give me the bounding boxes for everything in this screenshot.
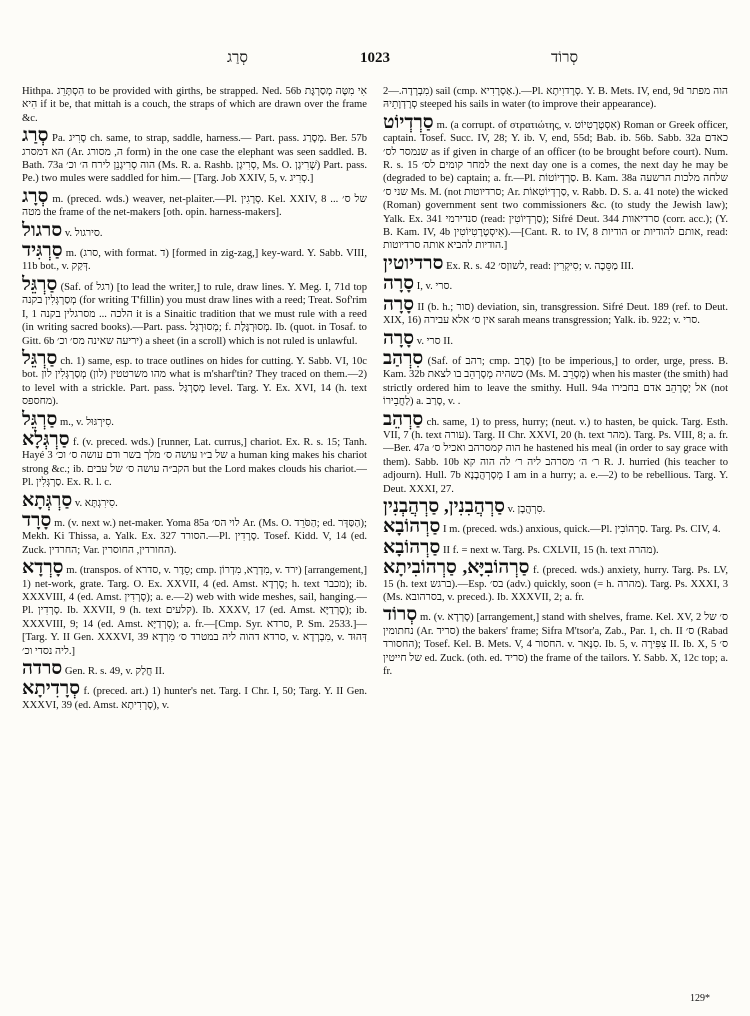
entry-headword: סָרָה: [383, 273, 415, 295]
entry-text: m. (v. next w.) net-maker. Yoma 85a לוי הס׳ Ar. (Ms. O. הַסֹּרֵד; ed. הַסַּדָּר); Mekh. Ki Thissa, a. Yalk. Ex. 327 הסורד.—Pl. סָרָדִין. Tosef. Kidd. V, 14 (ed. Zuck. החרדין; Var. החורדין, החוסרין).: [22, 517, 367, 556]
dictionary-entry: [383, 516, 728, 538]
dictionary-entry: [383, 347, 728, 409]
dictionary-entry: [22, 678, 367, 712]
dictionary-entry: [383, 111, 728, 253]
header-left-word: סְרַג: [227, 50, 248, 66]
dictionary-entry: [22, 347, 367, 409]
entry-text: m. (סרג, with format. ד) [formed in zig-zag,] key-ward. Y. Sabb. VIII, 11b bot., v. דְּקַק.: [22, 248, 367, 273]
entry-text: m. (preced. wds.) weaver, net-plaiter.—Pl. סְרָגִין. Kel. XXIV, 8 ... של ס׳ מטה the frame of the net-makers [oth. opin. harness-makers].: [22, 193, 367, 219]
entry-headword: סַרְהוֹבָא: [383, 516, 441, 538]
right-column: [383, 82, 728, 986]
dictionary-entry: [383, 273, 728, 295]
entry-text: מִבְרְדָה.—2) sail (cmp. אַסְרָדִיא.).—Pl. סְרָדוִיתָא. Y. B. Mets. IV, end, 9d הוה מפתר סְרָדְוָתֵיהּ steeped his sails in water (to improve their appearance).: [383, 86, 728, 111]
dictionary-entry: [22, 428, 367, 490]
entry-headword: סרדיוטין: [383, 252, 444, 274]
dictionary-entry: [22, 557, 367, 658]
text-columns: [22, 82, 728, 986]
entry-headword: סַרְגְּתָא: [22, 489, 73, 511]
entry-headword: סַרְדְיוֹט: [383, 111, 434, 133]
page-number: 1023: [360, 50, 390, 66]
dictionary-entry: [22, 509, 367, 557]
header-right-word: סְרוֹד: [551, 50, 578, 66]
entry-headword: סַרְהוֹבִיָּא, סַרְהוֹבִיתָא: [383, 557, 530, 579]
dictionary-entry: [22, 219, 367, 241]
entry-text: I, v. סרי.: [416, 281, 453, 293]
dictionary-entry: [22, 489, 367, 511]
entry-text: v. סִירִגְתָּא.: [74, 497, 118, 509]
entry-headword: סַרְגֵּל: [22, 408, 58, 430]
dictionary-entry: [383, 557, 728, 604]
entry-text: Pa. סָרִיג ch. same, to strap, saddle, harness.— Part. pass. מְסָרַג. Ber. 57b הא דמסרג (Ar. ה, מסורג form) in the one case the elephant was seen saddled. B. Bath. 73a הוה סְרִיגָנֵן לירח ה׳ וכ׳ (Ms. R. a. Rashb. סְרִיגָן, Ms. O. שְׁרִיגָן) Part. pass. Pe.) two mules were saddled for him.— [Targ. Job XXIV, 5, v. סְרִיג.]: [22, 133, 367, 185]
entry-headword: סַרְגְּלָא: [22, 428, 70, 450]
dictionary-entry: [383, 408, 728, 496]
entry-text: m., v. סִירְגּוּל.: [59, 416, 114, 428]
entry-text: m. (v. סָרְדָא) [arrangement,] stand with shelves, frame. Kel. XV, 2 ס׳ של נחתומין (Ar. סריד) the bakers' frame; Sifra M'tsor'a, Zab., Par. 1, ch. II ס׳ (Rabad החסורד); Tosef. Kel. B. Mets. V, 4 החסור. v. סִנָּאר. Ib. 5, v. צִפִּירָה II. Ib. X, 5 ס׳ של חייטין ed. Zuck. (oth. ed. סריד) the frame of the tailors. Y. Sabb. X, 12c top; a. fr.: [383, 612, 728, 678]
entry-text: Gen. R. s. 49, v. חֲלַק II.: [64, 666, 165, 678]
dictionary-entry: [22, 273, 367, 348]
entry-text: f. (v. preced. wds.) [runner, Lat. currus,] chariot. Ex. R. s. 15; Tanh. Hayé 3 של ב״ו עושה ס׳ מלך בשר ודם עושה ס׳ וכ׳ a human king makes his chariot strong &c.; ib. הקב״ה עושה ס׳ של עבים but the Lord makes clouds his chariot.—Pl. סַרְגְּלִין. Ex. R. l. c.: [22, 436, 367, 489]
entry-headword: סִרְהַב: [383, 347, 424, 369]
entry-headword: סָרָד: [22, 509, 52, 531]
entry-text: m. (a corrupt. of στρατιώτης, v. אִסְטְרָטִיוֹט) Roman or Greek officer, captain. Tosef. Succ. IV, 28; Y. ib. V, end, 55d; Bab. ib. 56b. Sabb. 32a כאדם שנמסר לס׳ as if given in charge of an officer (to be brought before court). Num. R. s. 15 למחר קומים לס׳ the next day one is a comes, the next day he may be (degraded to be) captain; a. fr.—Pl. סַרְדְיוֹטוֹת. B. Kam. 38a שלחה מלכות הרשעה שני ס׳ Ms. M. (not סרדיוטות; Ar. סַרְדְיוֹטִאוֹת, v. Rabb. D. S. a. 41 note) the wicked (Roman) government sent two commissioners &c. (to study the Jewish law); Yalk. Ex. 341 סנדירמי (read: סַרְדְיוֹטִין); Sifré Deut. 344 סרדיאוות (corr. acc.); (Y. B. Kam. IV, 4b אִיסְטְרָטִיוֹטִין).—[Cant. R. to IV, 8 הודיות or אותם להודיות, read: הודיות להביא אותה סרדיוטות.]: [383, 119, 728, 252]
entry-text: v. סירגול.: [64, 227, 103, 239]
entry-headword: סַרְגִּיד: [22, 240, 63, 262]
entry-headword: סרדה: [22, 658, 63, 680]
entry-headword: סְרוֹד: [383, 604, 418, 626]
entry-headword: סָרָה: [383, 293, 415, 315]
entry-text: f. (preced. wds.) anxiety, hurry. Targ. Ps. LV, 15 (h. text ברגש).—Esp. בס׳ (adv.) quickly, soon (= h. מהרה). Targ. Ps. XXXI, 3 (Ms. בסרהובא, v. preced.). Ib. XXXVII, 2; a. fr.: [383, 565, 728, 603]
entry-text: (Saf. of רגל) [to lead the writer,] to rule, draw lines. Y. Meg. I, 71d top מְסַרְגְּלִין בקנה (for writing T'fillin) you must draw lines with a reed; Treat. Sof'rim I, 1 הלכה ... מסרגלין בקנה it is a Sinaitic tradition that we must rule with a reed (in writing sacred books).—Part. pass. מְסוּרְגָּל; f. מְסוּרְגֶּלֶת. Ib. (quot. in Tosaf. to Gitt. 6b יריעה שאינה מס׳ וכ׳) a sheet (in a scroll) which is not ruled is unlawful.: [22, 281, 367, 347]
page-header: [22, 50, 728, 70]
entry-text: II f. = next w. Targ. Ps. CXLVII, 15 (h. text מהרה).: [442, 544, 659, 556]
entry-headword: סְרָג: [22, 185, 49, 207]
dictionary-entry: [383, 327, 728, 349]
entry-text: v. סִרְהֲבָן.: [507, 503, 546, 515]
entry-headword: סַרְגֵּל: [22, 347, 58, 369]
entry-headword: סַרְגֵּל: [22, 273, 58, 295]
dictionary-entry: [22, 658, 367, 680]
entry-text: v. סרי II.: [416, 335, 454, 347]
entry-text: Hithpa. הִסְתָּרֵג to be provided with girths, be strapped. Ned. 56b אִי מִטָּה מְסַרְגֶּת הִיא if it be, that mittah is a couch, the straps of which are drawn over the frame &c.: [22, 86, 367, 124]
dictionary-entry: [22, 125, 367, 186]
dictionary-entry: [383, 495, 728, 517]
entry-text: Ex. R. s. 42 לשוןס׳, read: סִיקְרִין; v. מַסֵּכָה III.: [446, 260, 634, 272]
entry-text: ch. 1) same, esp. to trace outlines on hides for cutting. Y. Sabb. VI, 10c bot. מהו משרטטין (לון) מְסַרְגְּלִין לון what is m'sharf'tin? They traced on them.—2) to level with a strickle. Part. pass. מְסַרְגַּל level. Targ. Y. Ex. XVI, 14 (h. text מחספס).: [22, 355, 367, 408]
entry-text: f. (preced. art.) 1) hunter's net. Targ. I Chr. I, 50; Targ. Y. II Gen. XXXVI, 39 (ed. Amst. סָרְדִיתָא), v.: [22, 686, 367, 711]
entry-headword: סרגול: [22, 219, 63, 241]
entry-text: II (b. h.; סור) deviation, sin, transgression. Sifré Deut. 189 (ref. to Deut. XIX, 16) אין ס׳ אלא עבירה sarah means transgression; Yalk. ib. 922; v. סרי.: [383, 301, 728, 327]
dictionary-entry: [22, 408, 367, 430]
left-column: [22, 82, 367, 986]
dictionary-entry: [383, 293, 728, 328]
dictionary-entry: [383, 82, 728, 112]
entry-text: m. (transpos. of סדרא, v. סֵדֶר; cmp. מִדְרָא, מִדְרוֹן, v. ירד) [arrangement,] 1) net-work, grate. Targ. O. Ex. XXVII, 4 (ed. Amst. סָרְדָא; h. text מכבר); ib. XXXVIII, 4 (ed. Amst. סָרְדִין); a. e.—2) web with wide meshes, sail, hanging.—Pl. סָרְדִין. Ib. XXVII, 9 (h. text קלעים). Ib. XXXV, 17 (ed. Amst. סָרְדַיָּא); ib. XXXVIII, 9; 14 (ed. Amst. סָרְדַיָּא); a. fr.—[Cmp. Syr. סרדא, P. Sm. 2533.]—[Targ. Y. II Gen. XXXVI, 39 סרדא דהוה ליה במטרד ס׳ מִרְדָא, v. מִבְרְדָא, v. דְּהוּד ליה נסדי וכ׳.]: [22, 565, 367, 657]
entry-headword: סָרְדָא: [22, 557, 64, 579]
dictionary-entry: [383, 252, 728, 274]
entry-headword: סַרְהֵב: [383, 408, 424, 430]
dictionary-entry: [22, 240, 367, 274]
entry-headword: סְרָדִיתָא: [22, 678, 81, 700]
dictionary-entry: [383, 536, 728, 558]
entry-text: ch. same, 1) to press, hurry; (neut. v.) to hasten, be quick. Targ. Esth. VII, 7 (h. text עורה). Targ. II Chr. XXVI, 20 (h. text מהר). Targ. Ps. VIII, 8; a. fr.—Ber. 47a הוה קמסרהב ואכיל ס׳ he hastened his meal (in order to say grace with them). Sabb. 10b ר׳ ה׳ מסרהב ליה ר׳ לה הוה קא R. J. hurried (his teacher to adjourn). Hull. 7b מְסָרְהֲבָנָא I am in a hurry; a. e.—2) to be rebellious. Targ. Y. Deut. XXXI, 27.: [383, 416, 728, 495]
entry-text: I m. (preced. wds.) anxious, quick.—Pl. סַרְהוֹבִין. Targ. Ps. CIV, 4.: [442, 524, 721, 536]
signature-mark: 129*: [690, 993, 710, 1004]
entry-headword: סַרְהֲבִנִין, סַרְהֲבְנִין: [383, 495, 505, 517]
entry-headword: סָרָה: [383, 327, 415, 349]
entry-headword: סַרְהוֹבָא: [383, 536, 441, 558]
dictionary-entry: [22, 82, 367, 125]
dictionary-entry: [383, 604, 728, 678]
dictionary-entry: [22, 185, 367, 220]
entry-headword: סְרַג: [22, 125, 49, 147]
entry-text: (Saf. of רהב; cmp. סָרַב) [to be imperious,] to order, urge, press. B. Kam. 32b כשהיה מְסָרְהֵב בו לצאת (Ms. M. מְסָרֵב) when his master (the smith) had strictly ordered him to leave the smithy. Hull. 94a אל יְסָרְהֵב אדם בחבירו (not לַחֲבֵירוֹ) a. סָרַב, v. .: [383, 355, 728, 408]
